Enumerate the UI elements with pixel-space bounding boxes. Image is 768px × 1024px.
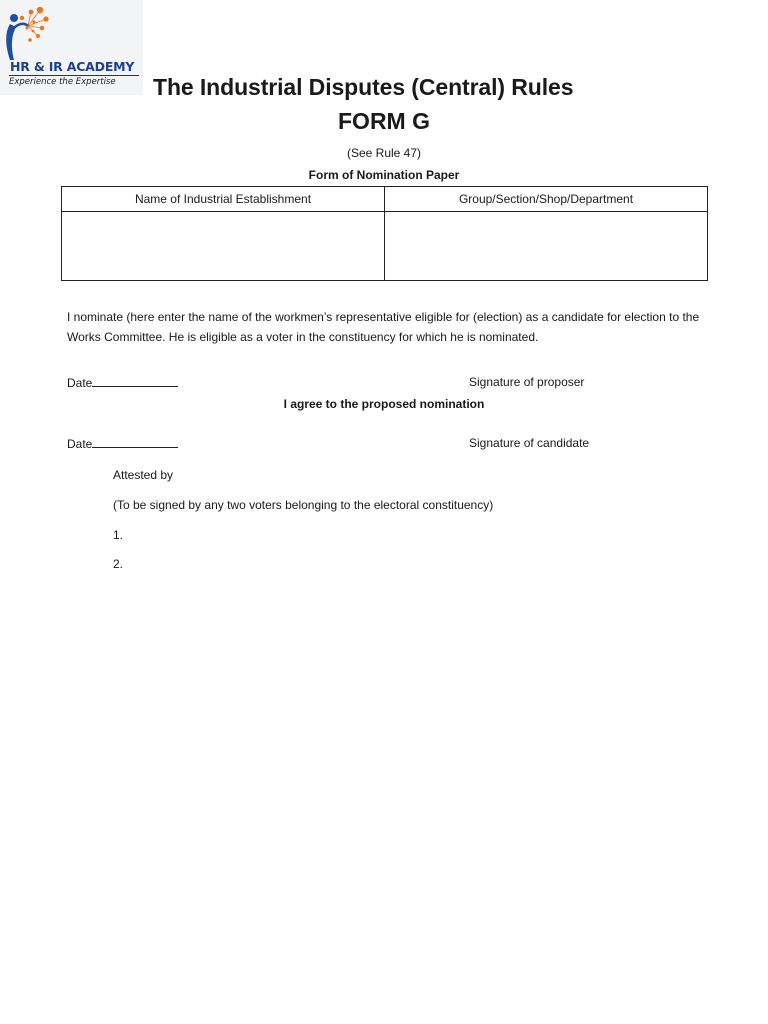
- logo-tagline: Experience the Expertise: [9, 77, 116, 87]
- attested-by-label: Attested by: [113, 468, 174, 482]
- proposer-date-label: Date: [67, 376, 93, 390]
- document-title: The Industrial Disputes (Central) Rules: [153, 74, 574, 100]
- candidate-signature-label: Signature of candidate: [469, 436, 590, 450]
- logo-divider: [9, 75, 139, 76]
- voter-item-2: 2.: [113, 557, 124, 571]
- rule-reference: (See Rule 47): [346, 146, 422, 160]
- nomination-statement: I nominate (here enter the name of the workmen’s representative eligible for (election) as a candidate for election to the Works Committee. He is eligible as a voter in the constituency for which he is nominated.: [67, 310, 700, 344]
- department-cell[interactable]: [385, 212, 708, 281]
- proposer-date-blank[interactable]: [92, 375, 178, 387]
- attest-note: (To be signed by any two voters belonging to the electoral constituency): [113, 498, 494, 512]
- hr-ir-academy-logo: [0, 0, 143, 95]
- candidate-date-blank[interactable]: [92, 436, 178, 448]
- proposer-date-line: [67, 375, 178, 390]
- proposer-signature-label: Signature of proposer: [469, 375, 585, 389]
- form-name: Form of Nomination Paper: [308, 168, 460, 182]
- table-header-establishment: Name of Industrial Establishment: [62, 187, 385, 212]
- candidate-date-label: Date: [67, 437, 93, 451]
- logo-name: HR & IR ACADEMY: [10, 59, 135, 74]
- table-header-row: [62, 187, 708, 212]
- establishment-table: [61, 186, 708, 281]
- table-row: [62, 212, 708, 281]
- establishment-cell[interactable]: [62, 212, 385, 281]
- voter-item-1: 1.: [113, 528, 124, 542]
- agree-statement: I agree to the proposed nomination: [283, 397, 485, 411]
- table-header-department: Group/Section/Shop/Department: [385, 187, 708, 212]
- form-title: FORM G: [338, 108, 430, 134]
- candidate-date-line: [67, 436, 178, 451]
